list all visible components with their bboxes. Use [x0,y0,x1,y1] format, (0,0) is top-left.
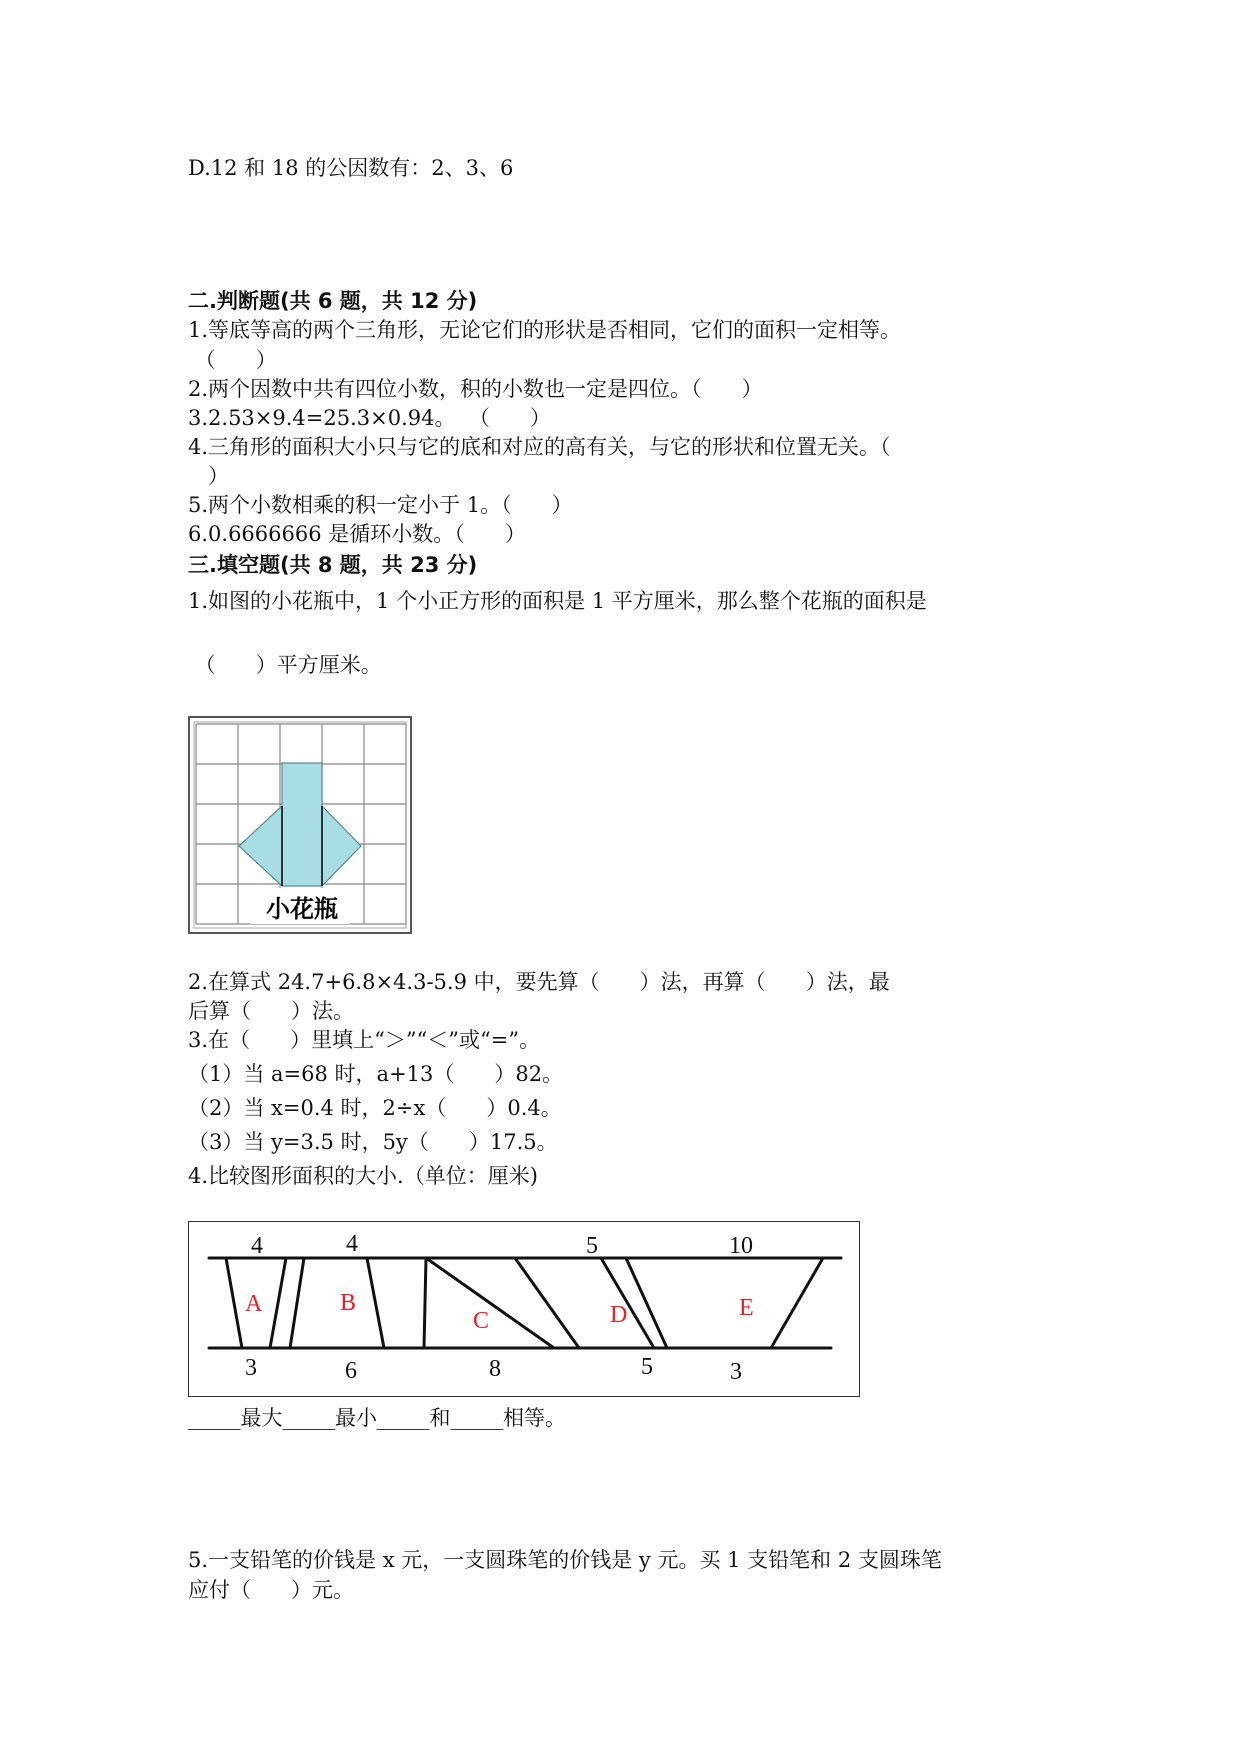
judge-q6: 6.0.6666666 是循环小数。（ ） [188,522,526,546]
top-label-B: 4 [346,1231,358,1257]
top-label-E: 10 [729,1233,753,1259]
fill-q5-line2: 应付（ ）元。 [188,1578,355,1602]
fill-q3-3: （3）当 y=3.5 时，5y（ ）17.5。 [188,1130,558,1154]
fill-q1-blank: （ ）平方厘米。 [188,653,382,677]
section3-title: 三.填空题(共 8 题，共 23 分) [188,553,478,577]
fill-q5: 5.一支铅笔的价钱是 x 元，一支圆珠笔的价钱是 y 元。买 1 支铅笔和 2 支圆珠笔 [188,1548,942,1572]
bottom-label-A: 3 [245,1355,257,1381]
bottom-label-D: 5 [641,1354,653,1380]
vase-label: 小花瓶 [266,897,338,923]
fill-q4-answer: _____最大_____最小_____和_____相等。 [188,1406,566,1430]
judge-q4-blank: ） [188,464,230,488]
judge-q3: 3.2.53×9.4=25.3×0.94。 （ ） [188,406,551,430]
fill-q3: 3.在（ ）里填上“＞”“＜”或“=”。 [188,1028,541,1052]
judge-q1-blank: （ ） [188,348,277,372]
shape-label-A: A [245,1291,263,1317]
shape-label-E: E [739,1295,754,1321]
shape-label-B: B [340,1290,357,1316]
shape-label-D: D [610,1302,628,1328]
vase-grid-svg [190,718,410,932]
fill-q4: 4.比较图形面积的大小.（单位：厘米) [188,1164,538,1188]
top-label-D: 5 [586,1233,598,1259]
fill-q2: 2.在算式 24.7+6.8×4.3-5.9 中，要先算（ ）法，再算（ ）法，最 [188,970,890,994]
fill-q3-2: （2）当 x=0.4 时，2÷x（ ）0.4。 [188,1096,562,1120]
shapes-figure [188,1221,860,1397]
fill-q2-line2: 后算（ ）法。 [188,999,355,1023]
shape-label-C: C [473,1308,490,1334]
section2-title: 二.判断题(共 6 题，共 12 分) [188,289,478,313]
option-d: D.12 和 18 的公因数有：2、3、6 [188,156,514,180]
judge-q5: 5.两个小数相乘的积一定小于 1。（ ） [188,493,573,517]
top-label-A: 4 [251,1233,263,1259]
bottom-label-B: 6 [345,1358,357,1384]
fill-q1: 1.如图的小花瓶中，1 个小正方形的面积是 1 平方厘米，那么整个花瓶的面积是 [188,589,927,613]
bottom-label-E: 3 [730,1359,742,1385]
judge-q1: 1.等底等高的两个三角形，无论它们的形状是否相同，它们的面积一定相等。 [188,318,902,342]
judge-q2: 2.两个因数中共有四位小数，积的小数也一定是四位。（ ） [188,377,763,401]
fill-q3-1: （1）当 a=68 时，a+13（ ）82。 [188,1062,564,1086]
vase-figure [188,716,412,934]
judge-q4: 4.三角形的面积大小只与它的底和对应的高有关，与它的形状和位置无关。（ [188,435,891,459]
shapes-svg [189,1222,859,1396]
bottom-label-C: 8 [489,1356,501,1382]
